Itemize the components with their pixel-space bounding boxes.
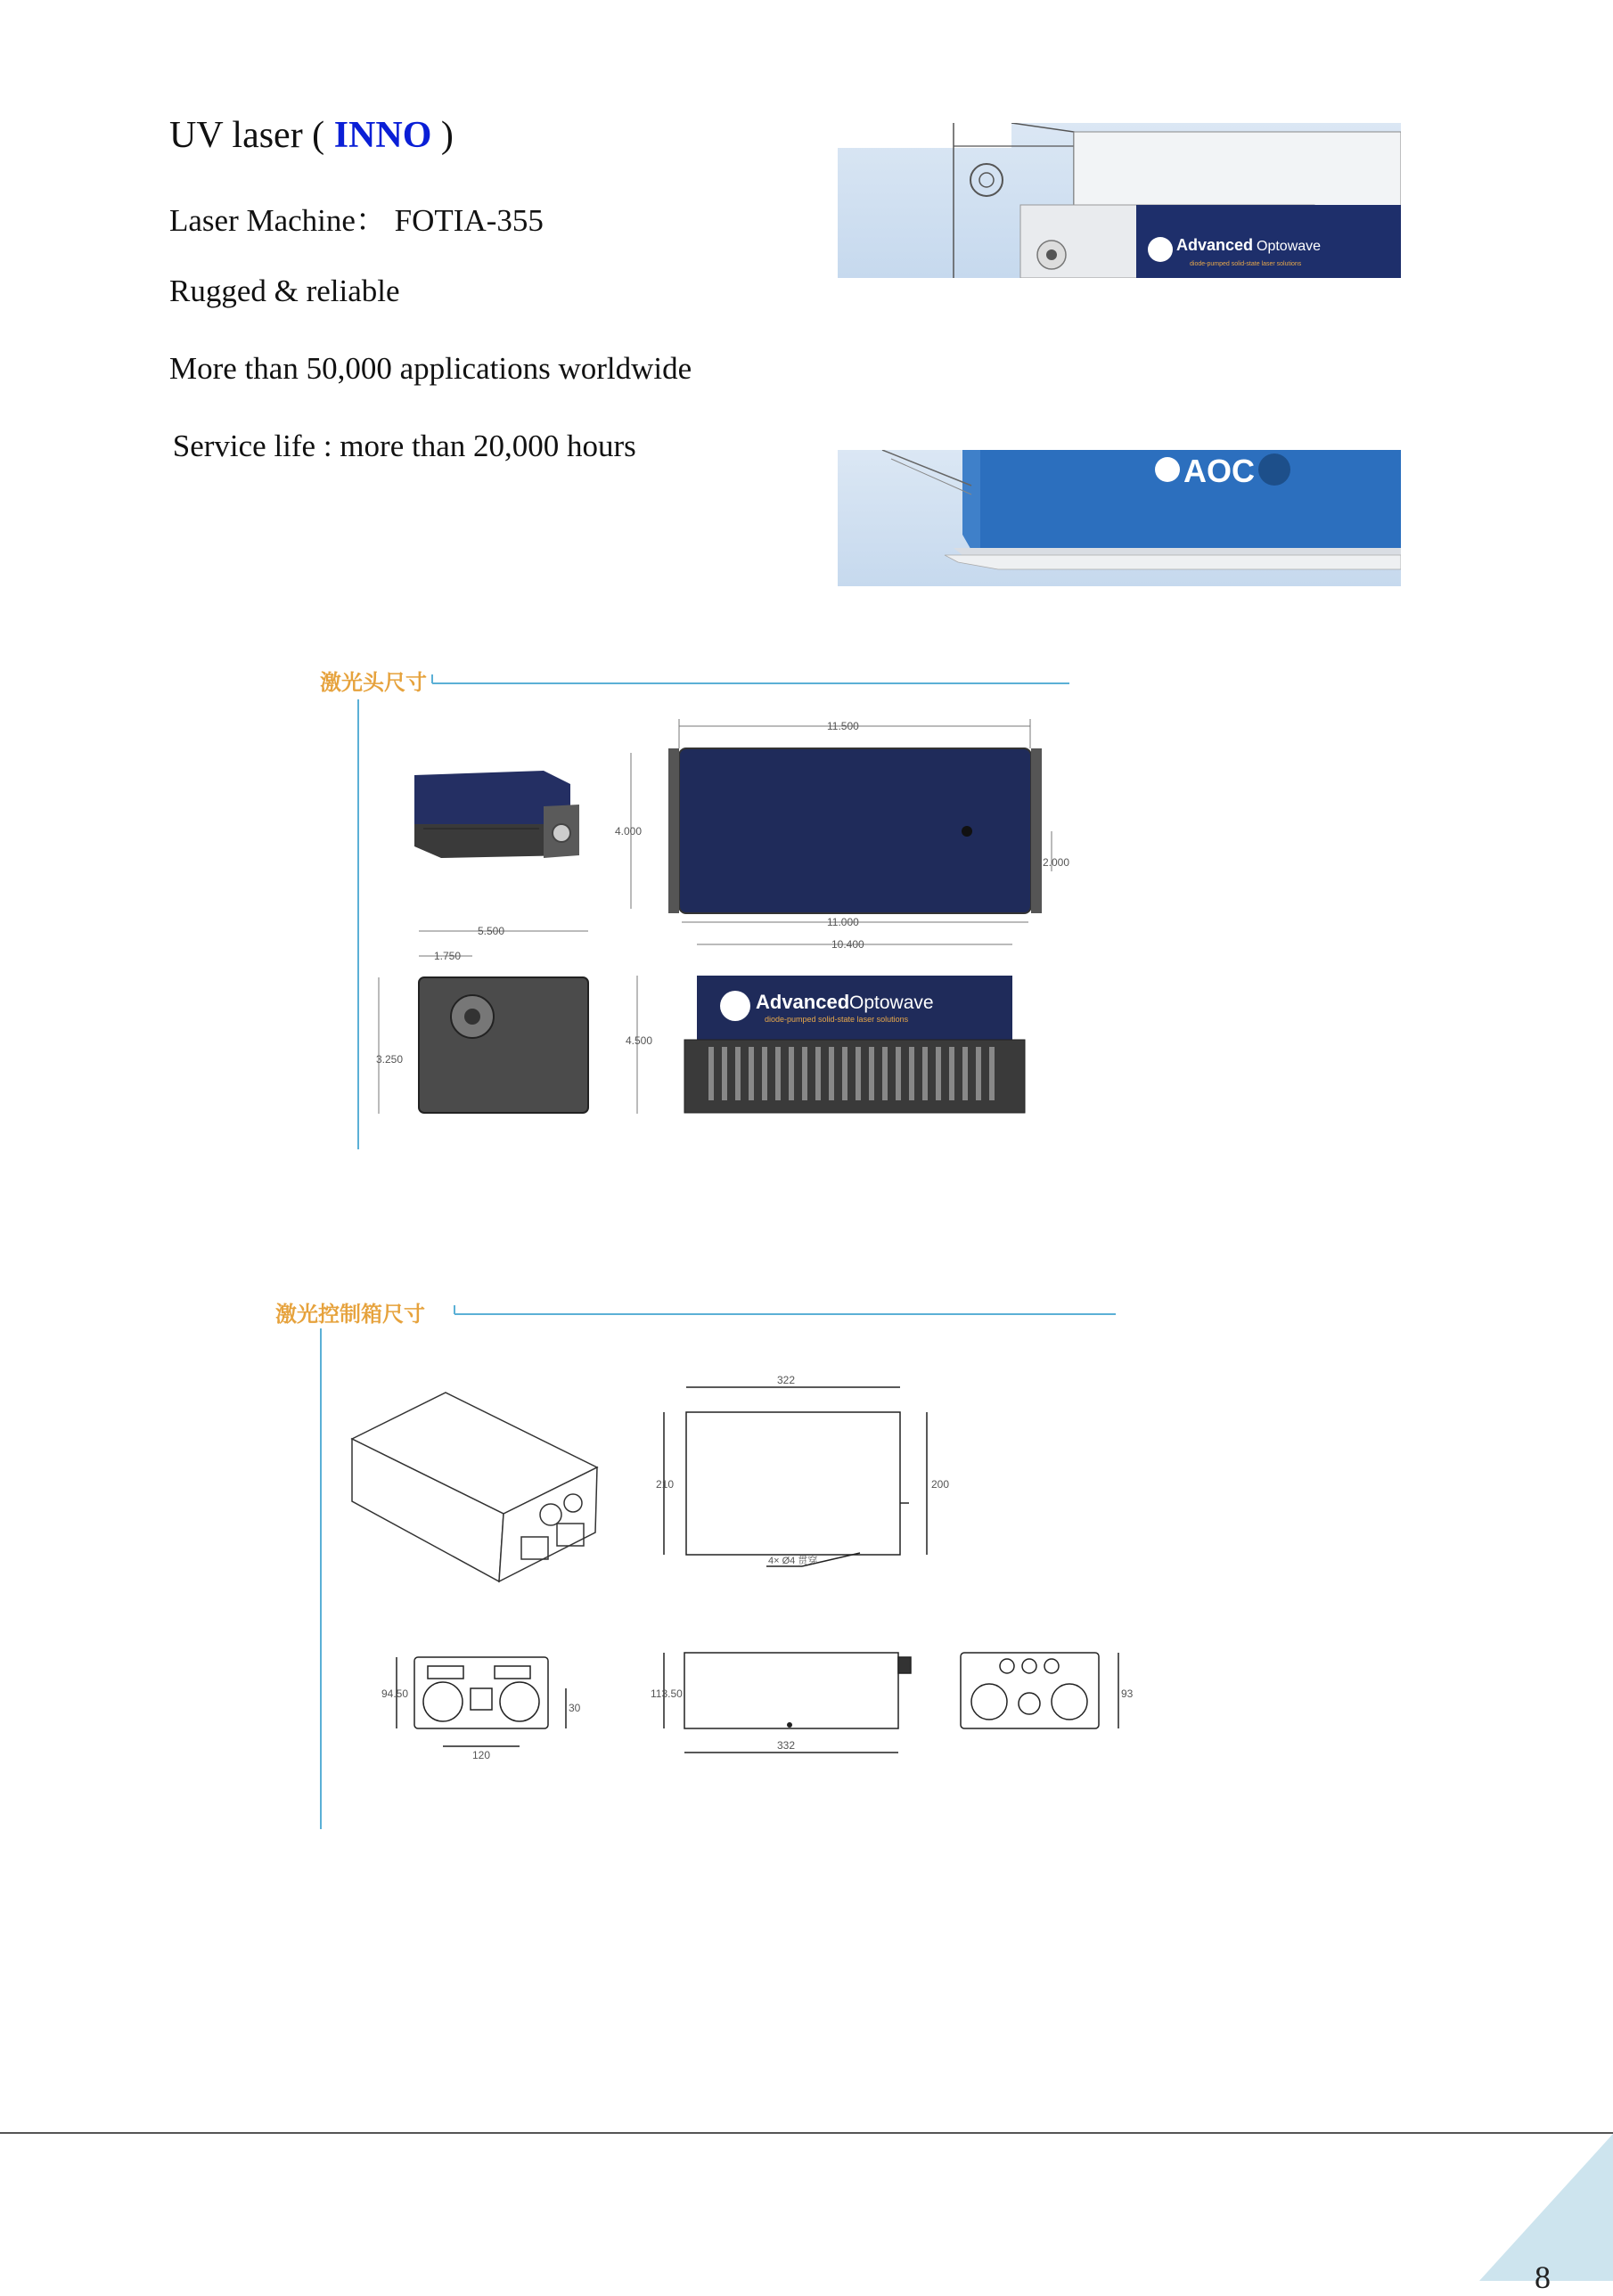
dim-side-height: 4.500: [626, 1034, 653, 1047]
cb-dim-right-height: 200: [931, 1478, 950, 1491]
photo-tagline: diode-pumped solid-state laser solutions: [1190, 261, 1302, 267]
control-box-iso: [352, 1393, 597, 1581]
head-brand: Advanced: [756, 991, 850, 1013]
laser-machine-line: Laser Machine： FOTIA-355: [169, 203, 544, 238]
control-box-rear: [961, 1653, 1118, 1728]
photo-brand-text-2: Optowave: [1257, 239, 1322, 254]
head-tagline: diode-pumped solid-state laser solutions: [765, 1015, 909, 1024]
cb-dim-front-height: 94.50: [381, 1687, 409, 1700]
cb-dim-left-height: 210: [656, 1478, 675, 1491]
photo-brand-text: Advanced: [1176, 236, 1254, 254]
photo-aoc-text: AOC: [1183, 453, 1255, 489]
applications-line: More than 50,000 applications worldwide: [169, 351, 692, 386]
title-suffix: ): [431, 115, 454, 156]
cb-dim-front-width: 120: [472, 1749, 491, 1761]
service-life-line: Service life : more than 20,000 hours: [165, 429, 636, 463]
dim-bottom-len2: 10.400: [831, 938, 864, 951]
dim-top-height: 4.000: [615, 825, 643, 838]
dim-front-offset: 1.750: [434, 950, 462, 962]
control-box-top: [664, 1387, 927, 1566]
title-prefix: UV laser (: [169, 115, 334, 156]
page-title: [169, 114, 454, 157]
cb-dim-rear-height: 93: [1121, 1687, 1134, 1700]
title-brand: INNO: [333, 115, 432, 156]
dim-top-length: 11.500: [827, 720, 859, 732]
laser-head-section-label: 激光头尺寸: [316, 665, 430, 696]
rugged-line: Rugged & reliable: [169, 274, 400, 308]
laser-photo-bottom: [838, 450, 1401, 586]
laser-photo-top-drawing: [838, 123, 1401, 278]
dim-side-offset: 2.000: [1043, 856, 1070, 869]
cb-dim-side-height: 113.50: [651, 1687, 683, 1700]
laser-photo-bottom-drawing: [838, 450, 1401, 586]
laser-head-svg: [312, 664, 1096, 1149]
cb-dim-holes: 4× Ø4 贯穿: [768, 1556, 818, 1566]
dim-bottom-len1: 11.000: [827, 916, 859, 928]
page-number: 8: [1535, 2259, 1551, 2295]
control-box-drawing: [267, 1296, 1167, 1831]
dim-front-height: 3.250: [376, 1053, 404, 1066]
control-box-front: [397, 1657, 566, 1746]
cb-dim-front-sub: 30: [569, 1702, 581, 1714]
footer-divider: [0, 2132, 1613, 2134]
cb-dim-top-width: 322: [777, 1374, 796, 1386]
laser-head-drawing: [312, 664, 1096, 1149]
cb-dim-side-width: 332: [777, 1739, 796, 1752]
control-box-svg: [267, 1296, 1167, 1831]
dim-front-width: 5.500: [478, 925, 505, 937]
control-box-section-label: 激光控制箱尺寸: [272, 1296, 429, 1328]
control-box-side: [664, 1653, 911, 1753]
laser-photo-top: [838, 123, 1401, 278]
head-brand-2: Optowave: [849, 993, 934, 1013]
